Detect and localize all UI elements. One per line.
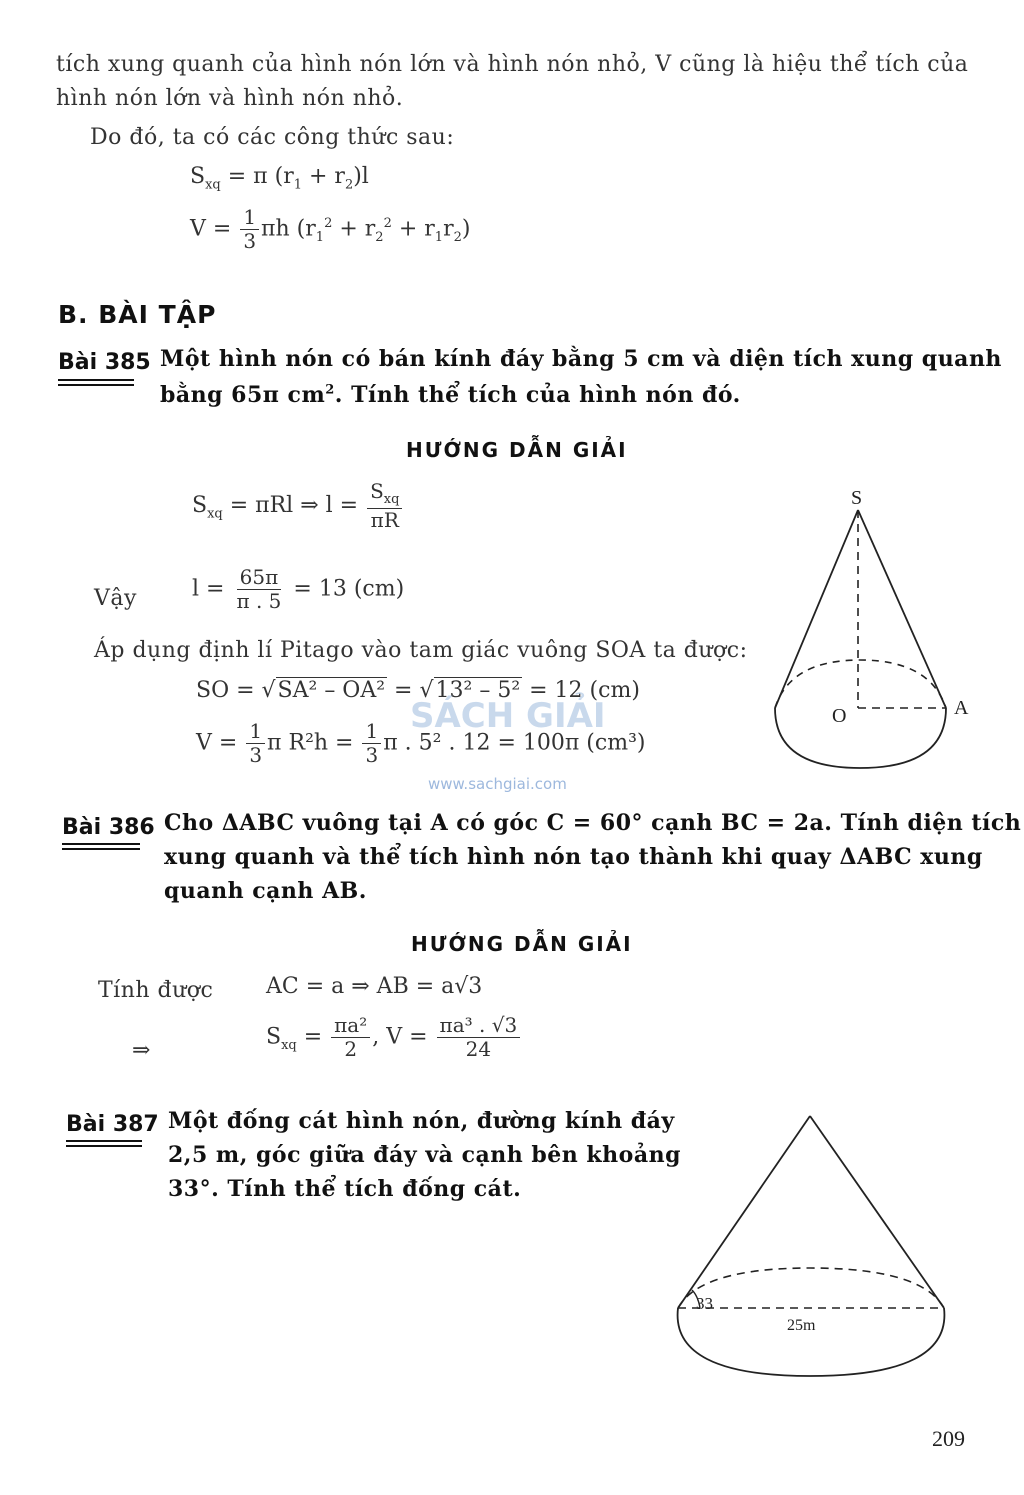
bai-386-tinh-duoc: Tính được: [98, 978, 214, 1003]
intro-line-2: hình nón lớn và hình nón nhỏ.: [56, 86, 404, 111]
bai-385-underline: [58, 379, 134, 381]
bai-387-underline: [66, 1140, 142, 1142]
bai-386-label: Bài 386: [62, 815, 155, 840]
watermark-logo: SÁCH GIẢI: [410, 696, 606, 736]
bai-387-text-1: Một đống cát hình nón, đường kính đáy: [168, 1108, 675, 1134]
bai-386-formula-result: $S_{xq}$ = $\frac{\text{πa²}}{2}$ , V = $\frac{\text{πa³ . √3}}{24}$: [266, 1014, 522, 1061]
bai-385-pitago-text: Áp dụng định lí Pitago vào tam giác vuông SOA ta được:: [94, 638, 748, 663]
bai-385-formula-l: $S_{xq} = \pi Rl$ ⇒ l = $\frac{S_{xq}}{\pi R}$: [192, 480, 404, 532]
bai-385-cone-figure: [760, 480, 990, 770]
bai-387-label: Bài 387: [66, 1112, 159, 1137]
cone-387-angle-label: 33: [696, 1294, 713, 1313]
bai-386-text-1: Cho ΔABC vuông tại A có góc C = 60° cạnh BC = 2a. Tính diện tích: [164, 810, 1022, 836]
bai-387-underline-2: [66, 1145, 142, 1147]
bai-386-underline: [62, 843, 140, 845]
page-number: 209: [932, 1426, 965, 1451]
bai-386-formula-ab: AC = a ⇒ AB = a√3: [266, 974, 483, 999]
bai-387-text-3: 33°. Tính thể tích đống cát.: [168, 1176, 522, 1202]
intro-line-3: Do đó, ta có các công thức sau:: [90, 125, 455, 150]
bai-385-text-2: bằng 65π $cm^2$. Tính thể tích của hình nón đó.: [160, 382, 741, 408]
watermark-url: www.sachgiai.com: [428, 775, 567, 793]
bai-385-formula-volume: V = $\frac{1}{3}$ π R²h = $\frac{1}{3}$ π . 5² . 12 = 100π (cm³): [196, 719, 646, 767]
cone-385-label-o: O: [832, 705, 847, 727]
bai-385-formula-so: SO = √SA² – OA² = √13² – 5² = 12 (cm): [196, 678, 640, 703]
bai-386-text-3: quanh cạnh AB.: [164, 878, 367, 904]
cone-387-base-label: 25m: [787, 1317, 816, 1334]
cone-385-base-front: [775, 708, 946, 768]
intro-line-1: tích xung quanh của hình nón lớn và hình nón nhỏ, V cũng là hiệu thể tích của: [56, 52, 969, 77]
cone-385-right-edge: [858, 510, 946, 708]
bai-386-text-2: xung quanh và thể tích hình nón tạo thành khi quay ΔABC xung: [164, 844, 983, 870]
bai-385-label: Bài 385: [58, 350, 151, 375]
bai-387-cone-figure: [660, 1108, 960, 1388]
bai-385-vay: Vậy: [94, 586, 137, 611]
cone-385-label-a: A: [954, 697, 969, 719]
bai-385-formula-l-value: l = $\frac{65\pi}{\pi . 5}$ = 13 (cm): [192, 565, 405, 613]
bai-385-guide-heading: HƯỚNG DẪN GIẢI: [406, 438, 628, 462]
cone-385-left-edge: [775, 510, 858, 708]
cone-385-base-back: [775, 660, 946, 708]
bai-386-underline-2: [62, 848, 140, 850]
cone-387-right-edge: [810, 1116, 944, 1308]
bai-385-underline-2: [58, 384, 134, 386]
bai-386-arrow: ⇒: [132, 1038, 151, 1063]
bai-387-text-2: 2,5 m, góc giữa đáy và cạnh bên khoảng: [168, 1142, 681, 1168]
cone-385-label-s: S: [851, 487, 863, 509]
formula-volume-frustum: V = $\frac{1}{3}$ πh $(r_1^2 + r_2^2 + r_1r_2)$: [190, 205, 471, 253]
bai-385-text-1: Một hình nón có bán kính đáy bằng 5 cm và diện tích xung quanh: [160, 346, 1002, 372]
cone-387-base-back: [678, 1268, 944, 1308]
cone-387-left-edge: [678, 1116, 810, 1308]
bai-386-guide-heading: HƯỚNG DẪN GIẢI: [411, 932, 633, 956]
formula-sxq-frustum: $S_{xq} = \pi$ $(r_1 + r_2)l$: [190, 164, 369, 193]
section-title: B. BÀI TẬP: [58, 300, 217, 329]
